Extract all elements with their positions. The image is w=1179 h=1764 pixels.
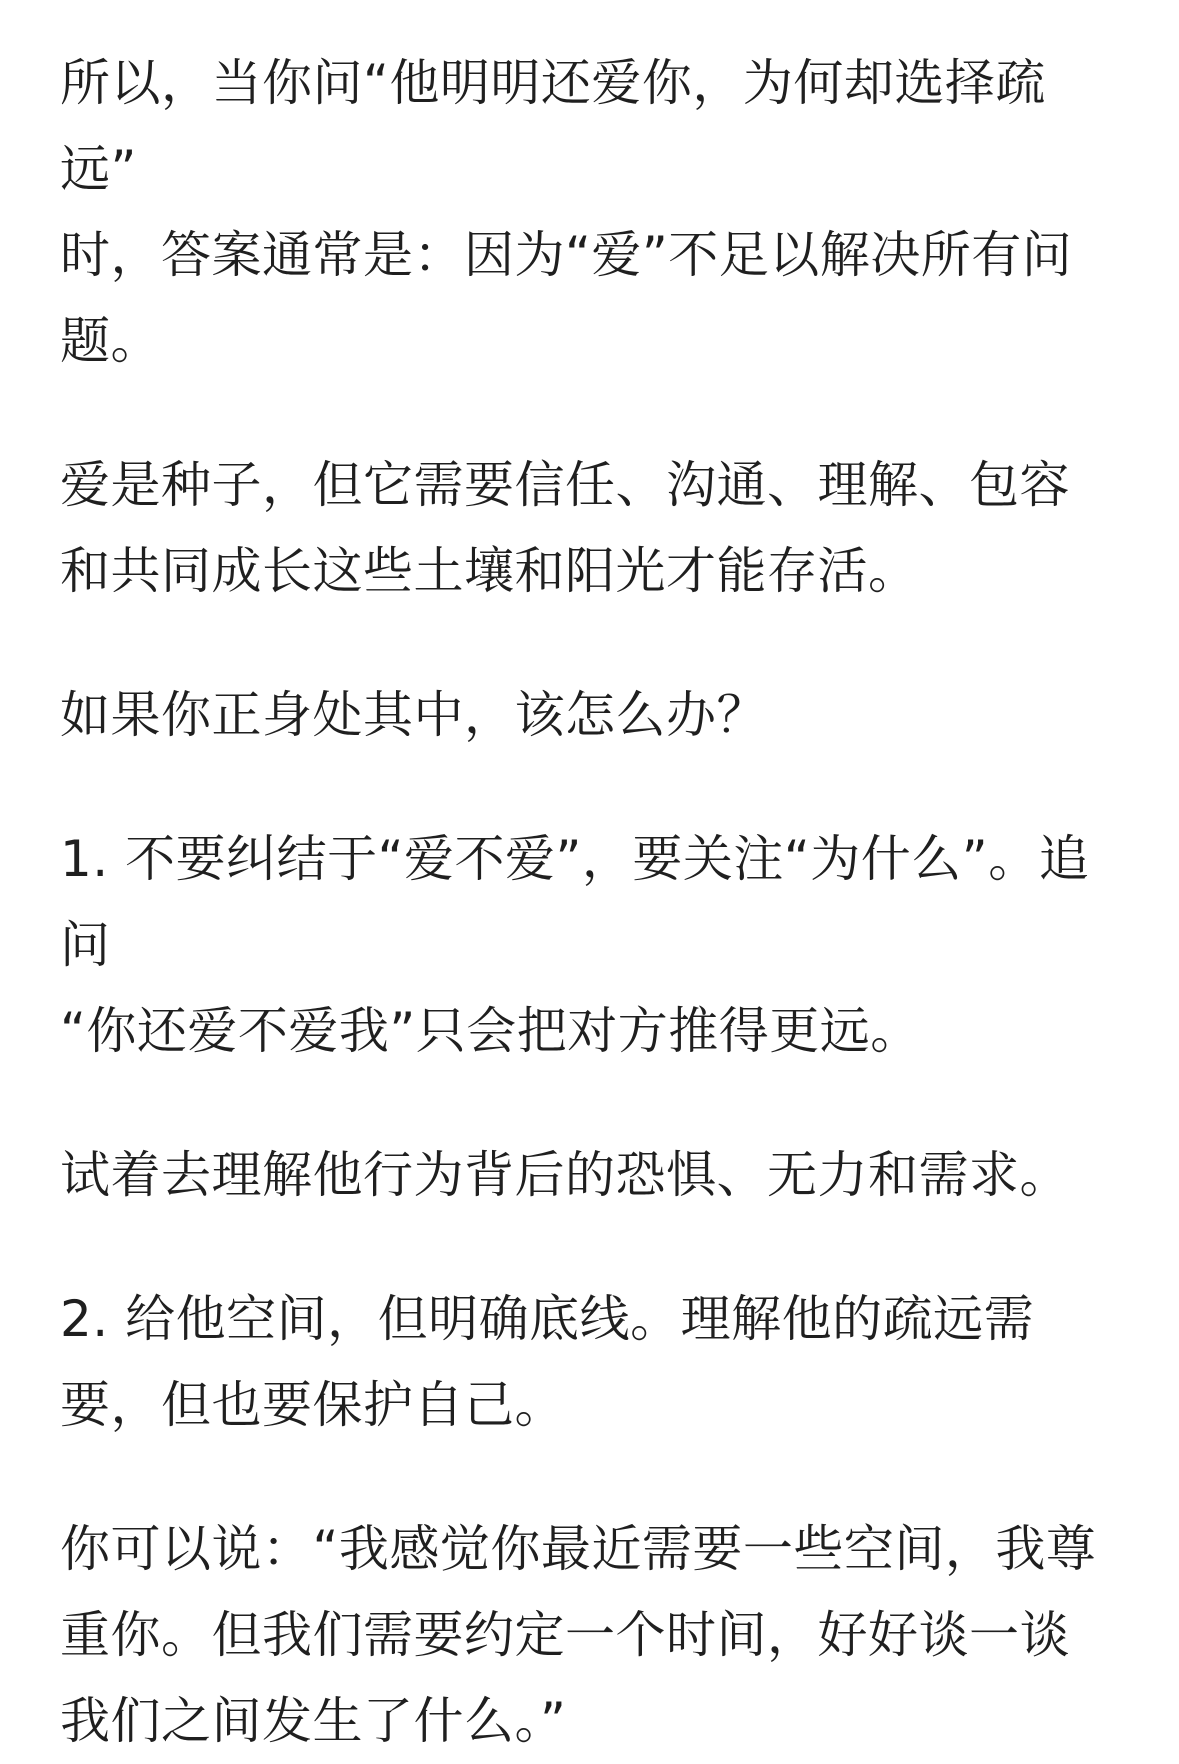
paragraph-spacer: [60, 758, 1120, 816]
paragraph-3: 如果你正身处其中，该怎么办？: [60, 686, 767, 744]
paragraph-spacer: [60, 1448, 1120, 1506]
paragraph-spacer: [60, 384, 1120, 442]
paragraph-4: 1. 不要纠结于“爱不爱”，要关注“为什么”。追问 “你还爱不爱我”只会把对方推得更远。: [60, 830, 1090, 1060]
paragraph-spacer: [60, 1074, 1120, 1132]
paragraph-spacer: [60, 614, 1120, 672]
paragraph-7: 你可以说：“我感觉你最近需要一些空间，我尊 重你。但我们需要约定一个时间，好好谈一谈 我们之间发生了什么。”: [60, 1520, 1097, 1750]
paragraph-2: 爱是种子，但它需要信任、沟通、理解、包容 和共同成长这些土壤和阳光才能存活。: [60, 456, 1070, 600]
paragraph-5: 试着去理解他行为背后的恐惧、无力和需求。: [60, 1146, 1070, 1204]
article-body: [60, 40, 1120, 1764]
paragraph-1: 所以，当你问“他明明还爱你，为何却选择疏远” 时，答案通常是：因为“爱”不足以解决所有问 题。: [60, 54, 1073, 370]
paragraph-6: 2. 给他空间，但明确底线。理解他的疏远需 要，但也要保护自己。: [60, 1290, 1035, 1434]
paragraph-spacer: [60, 1218, 1120, 1276]
